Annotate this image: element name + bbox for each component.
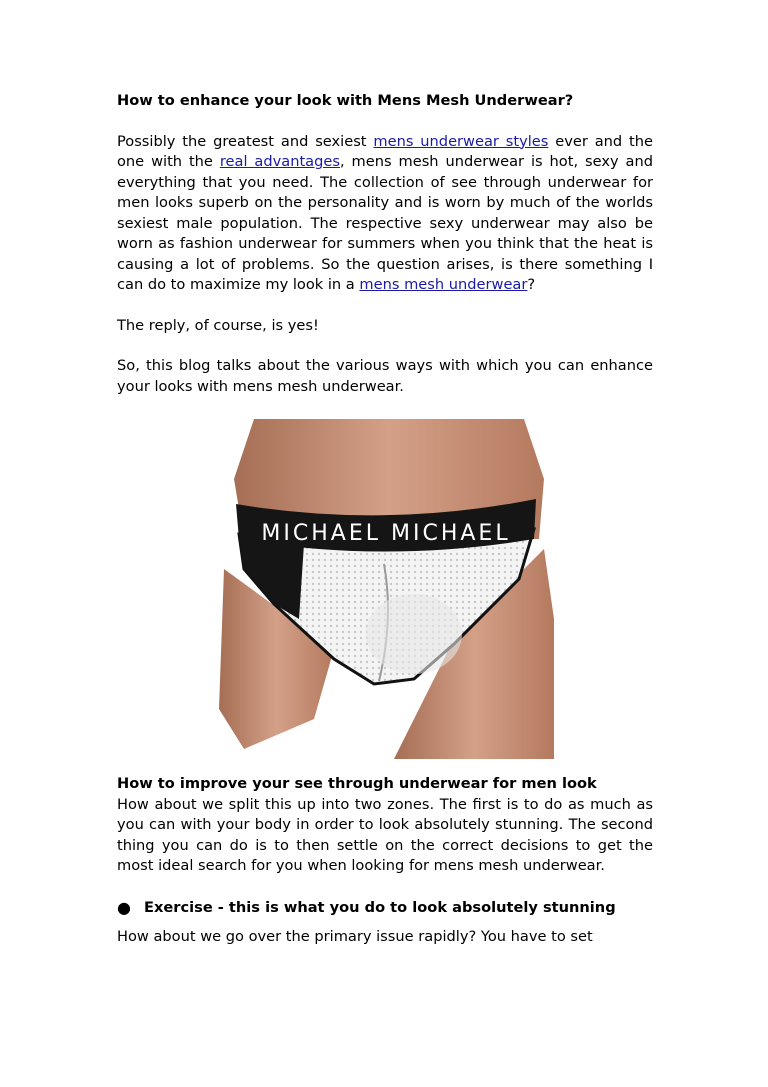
- intro-text-2: ever and the one with the: [117, 132, 653, 170]
- document-page: [117, 91, 653, 948]
- intro-text-1: Possibly the greatest and sexiest: [117, 132, 374, 150]
- paragraph-primary-issue: How about we go over the primary issue rapidly? You have to set: [117, 928, 593, 945]
- paragraph-intro: [117, 132, 653, 296]
- pouch-shading: [366, 594, 462, 674]
- product-image: [214, 419, 554, 759]
- intro-text-4: ?: [527, 276, 536, 293]
- link-mens-mesh-underwear[interactable]: mens mesh underwear: [359, 276, 528, 293]
- intro-text-3: , mens mesh underwear is hot, sexy and everything that you need. The collection of see through underwear for men looks superb on the personality and is worn by much of the worlds sexiest male population. The respective sexy underwear may also be worn as fashion underwear for summers when you think that the heat is causing a lot of problems. So the question arises, is there something I can do to maximize my look in a: [117, 153, 653, 293]
- bullet-dot-icon: ●: [117, 897, 131, 917]
- heading-enhance-look: How to enhance your look with Mens Mesh Underwear?: [117, 92, 574, 109]
- paragraph-reply: The reply, of course, is yes!: [117, 316, 319, 334]
- bullet-exercise-text: Exercise - this is what you do to look absolutely stunning: [144, 898, 616, 916]
- link-real-advantages[interactable]: real advantages: [219, 153, 340, 170]
- bullet-item-exercise: [117, 898, 653, 919]
- paragraph-blog-intro: So, this blog talks about the various ways with which you can enhance your looks with mens mesh underwear.: [117, 357, 653, 395]
- product-photo: [214, 419, 554, 759]
- paragraph-two-zones: How about we split this up into two zones. The first is to do as much as you can with your body in order to look absolutely stunning. The second thing you can do is to then settle on the correct decisions to get the most ideal search for you when looking for mens mesh underwear.: [117, 795, 653, 874]
- link-mens-underwear-styles[interactable]: mens underwear styles: [373, 132, 549, 150]
- waistband-text: MICHAEL MICHAEL: [261, 521, 511, 546]
- heading-improve-look: How to improve your see through underwear for men look: [117, 775, 597, 792]
